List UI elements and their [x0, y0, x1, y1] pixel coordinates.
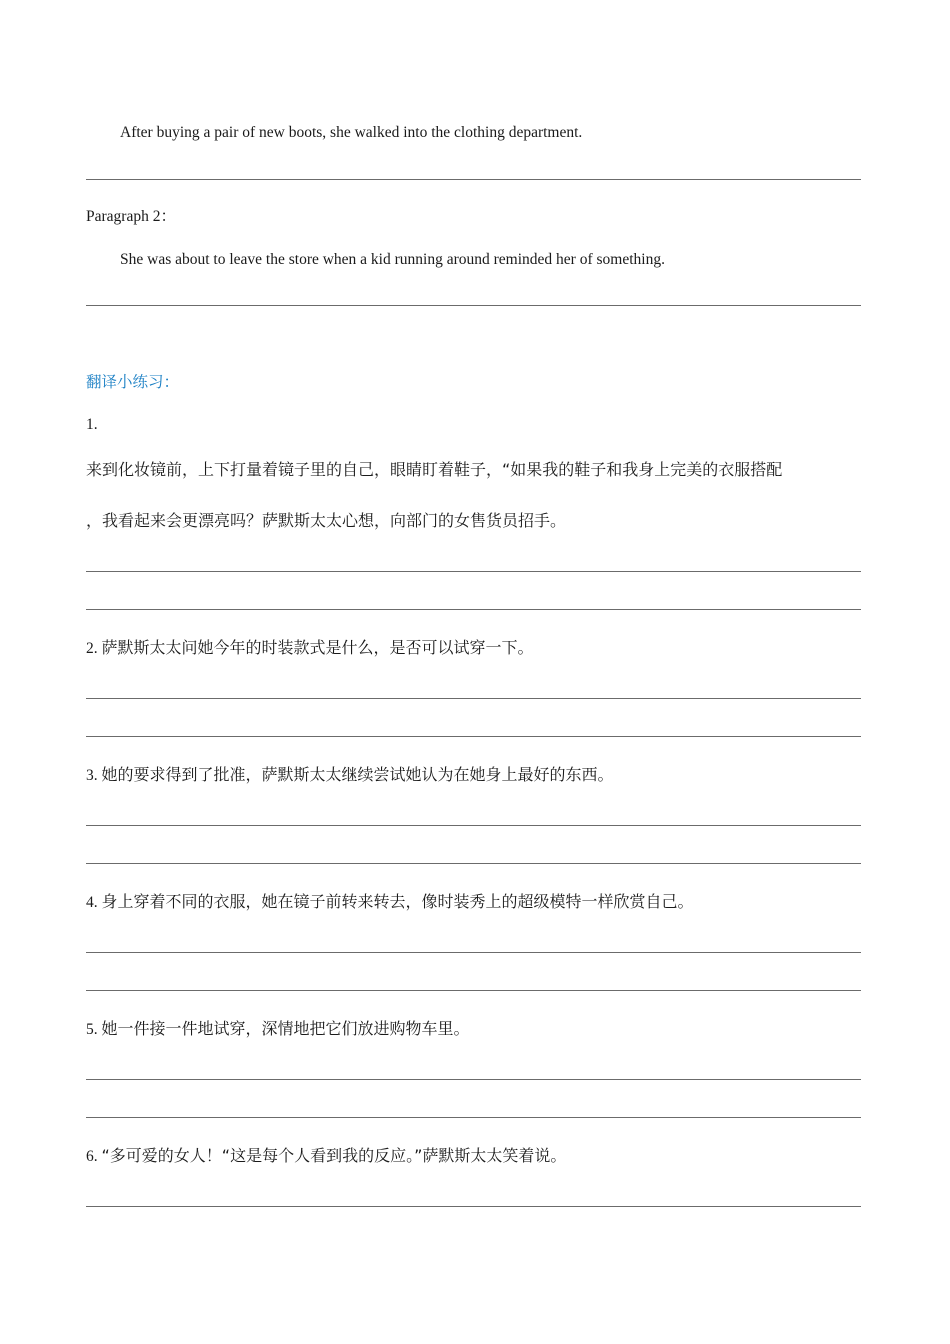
item-4-number: 4.: [86, 894, 98, 911]
answer-line: [86, 736, 861, 737]
answer-line: [86, 1206, 861, 1207]
item-4: [86, 892, 694, 913]
answer-line: [86, 571, 861, 572]
answer-line: [86, 179, 861, 180]
item-2-number: 2.: [86, 640, 98, 657]
item-3-number: 3.: [86, 767, 98, 784]
answer-line: [86, 1117, 861, 1118]
item-3: [86, 765, 614, 786]
answer-line: [86, 698, 861, 699]
item-6-number: 6.: [86, 1148, 98, 1165]
answer-line: [86, 825, 861, 826]
item-5: [86, 1019, 470, 1040]
item-2-sentence: 萨默斯太太问她今年的时装款式是什么，是否可以试穿一下。: [101, 638, 534, 657]
paragraph2-label: Paragraph 2：: [86, 208, 176, 225]
item-6-sentence: “多可爱的女人！“这是每个人看到我的反应。”萨默斯太太笑着说。: [101, 1146, 567, 1165]
paragraph1-opening-sentence: After buying a pair of new boots, she walked into the clothing department.: [120, 124, 583, 141]
answer-line: [86, 609, 861, 610]
item-6: [86, 1146, 566, 1167]
answer-line: [86, 1079, 861, 1080]
item-5-sentence: 她一件接一件地试穿，深情地把它们放进购物车里。: [101, 1019, 470, 1038]
paragraph2-opening-sentence: She was about to leave the store when a kid running around reminded her of something.: [120, 251, 665, 268]
item-5-number: 5.: [86, 1021, 98, 1038]
answer-line: [86, 952, 861, 953]
answer-line: [86, 305, 861, 306]
item-2: [86, 638, 534, 659]
answer-line: [86, 863, 861, 864]
item-4-sentence: 身上穿着不同的衣服，她在镜子前转来转去，像时装秀上的超级模特一样欣赏自己。: [101, 892, 694, 911]
translation-section-heading: 翻译小练习：: [86, 373, 180, 391]
answer-line: [86, 990, 861, 991]
item-3-sentence: 她的要求得到了批准，萨默斯太太继续尝试她认为在她身上最好的东西。: [101, 765, 614, 784]
item-1-sentence-line2: ，我看起来会更漂亮吗？萨默斯太太心想，向部门的女售货员招手。: [86, 511, 567, 530]
item-1-sentence-line1: 来到化妆镜前，上下打量着镜子里的自己，眼睛盯着鞋子，“如果我的鞋子和我身上完美的衣服搭配: [86, 460, 783, 479]
item-1-number: 1.: [86, 416, 98, 433]
